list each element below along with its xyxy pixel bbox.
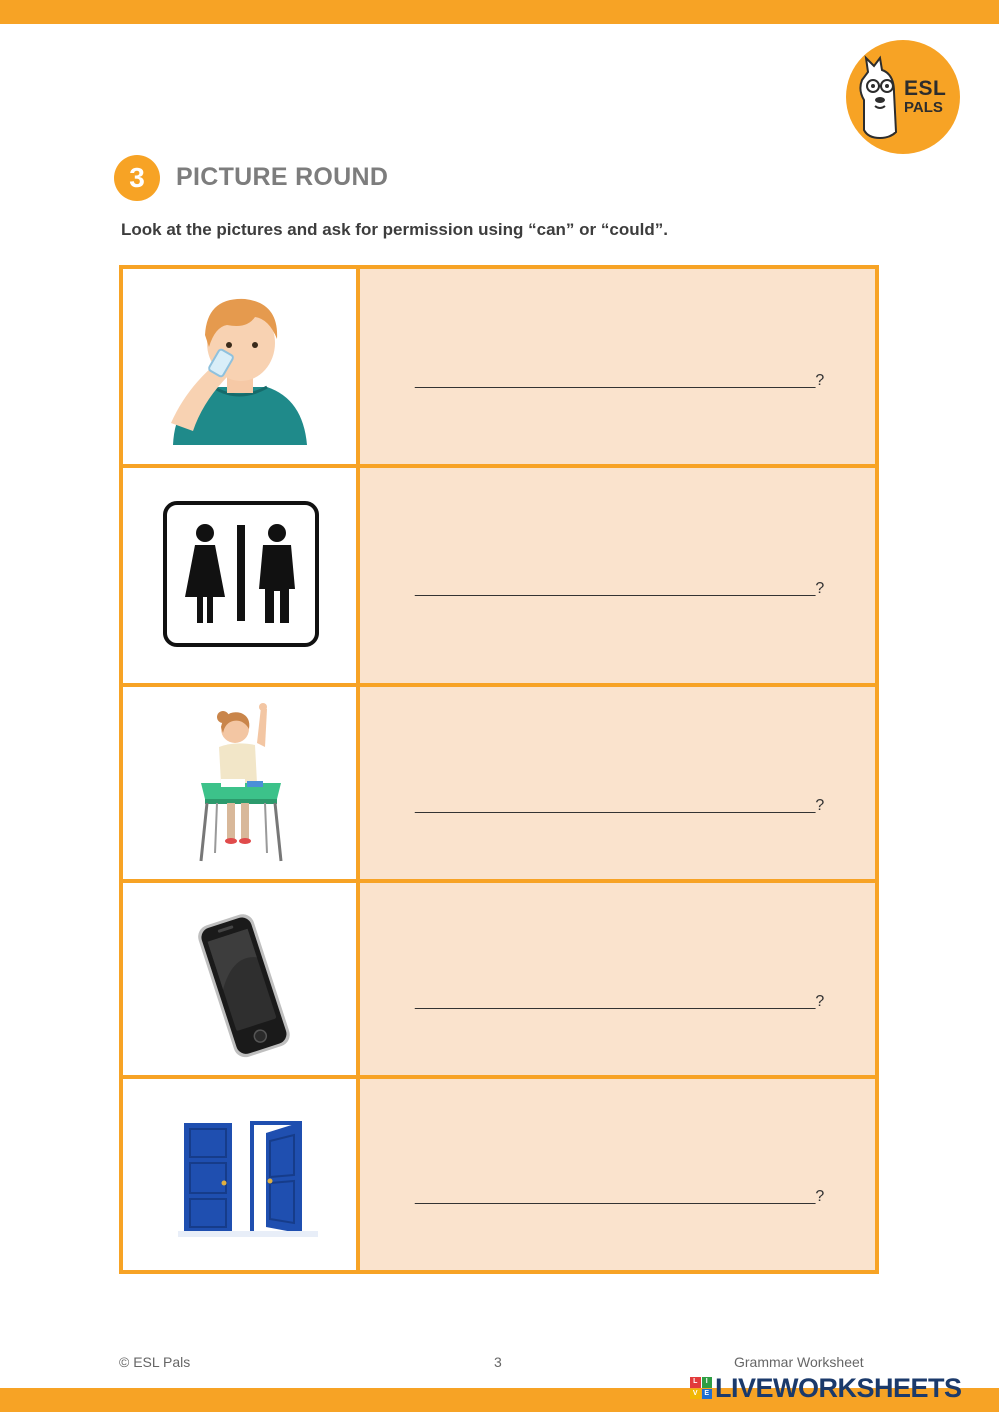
liveworksheets-text: LIVEWORKSHEETS	[715, 1372, 962, 1403]
picture-cell	[123, 687, 356, 879]
table-row	[123, 1079, 875, 1270]
footer-page-number: 3	[494, 1354, 502, 1370]
table-row	[123, 468, 875, 683]
answer-cell[interactable]	[360, 468, 875, 683]
picture-cell	[123, 468, 356, 683]
picture-cell	[123, 1079, 356, 1270]
doors-image	[178, 1119, 318, 1237]
worksheet-table	[119, 265, 879, 1274]
top-accent-bar	[0, 0, 999, 24]
answer-cell[interactable]	[360, 883, 875, 1075]
restroom-sign-image	[163, 501, 319, 647]
table-row	[123, 269, 875, 464]
liveworksheets-cube-icon: L I V E	[690, 1377, 712, 1399]
section-title: PICTURE ROUND	[176, 163, 389, 191]
esl-pals-logo	[846, 40, 960, 154]
picture-cell	[123, 269, 356, 464]
smartphone-image	[195, 913, 291, 1059]
liveworksheets-watermark[interactable]	[690, 1372, 962, 1404]
answer-cell[interactable]	[360, 269, 875, 464]
answer-cell[interactable]	[360, 1079, 875, 1270]
logo-text-esl: ESL	[904, 77, 947, 100]
logo-text-pals: PALS	[904, 99, 943, 116]
footer-copyright: © ESL Pals	[119, 1354, 191, 1370]
student-raising-hand-image	[195, 703, 287, 865]
section-number-badge: 3	[114, 155, 160, 201]
instructions-text: Look at the pictures and ask for permission using “can” or “could”.	[121, 220, 668, 239]
picture-cell	[123, 883, 356, 1075]
answer-blank[interactable]: _____________________________________________?	[415, 797, 825, 814]
boy-drinking-water-image	[167, 295, 313, 445]
footer-doc-type: Grammar Worksheet	[734, 1354, 864, 1370]
answer-blank[interactable]: _____________________________________________?	[415, 580, 825, 597]
answer-blank[interactable]: _____________________________________________?	[415, 372, 825, 389]
answer-blank[interactable]: _____________________________________________?	[415, 1188, 825, 1205]
table-row	[123, 883, 875, 1075]
table-row	[123, 687, 875, 879]
answer-cell[interactable]	[360, 687, 875, 879]
answer-blank[interactable]: _____________________________________________?	[415, 993, 825, 1010]
